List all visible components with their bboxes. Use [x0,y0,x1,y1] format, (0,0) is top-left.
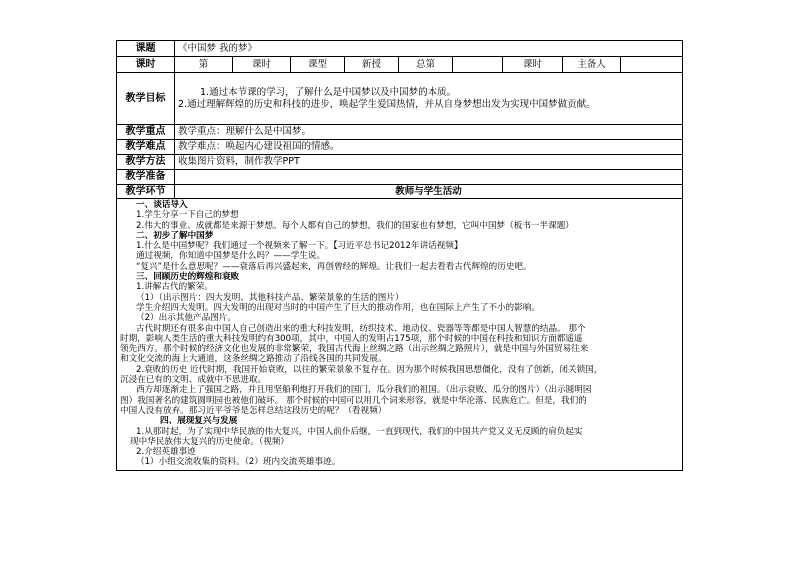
lesson-plan-form [116,40,682,471]
activity-line: 西方却逐渐走上了强国之路，并且用坚船利炮打开我们的国门，瓜分我们的祖国。（出示衰败、瓜分的图片）（出示圆明园 [136,385,592,396]
activity-line: 学生介绍四大发明。四大发明的出现对当时的中国产生了巨大的推动作用，也在国际上产生了不小的影响。 [136,302,540,313]
row-activities [117,199,683,471]
activity-line: 和文化交流的海上大通道，这条丝绸之路推动了沿线各国的共同发展。 [120,354,387,365]
period-unit: 课时 [233,57,291,73]
topic-label: 课题 [117,41,175,57]
activity-line: 四、展现复兴与发展 [160,416,238,427]
activity-line: 沉浸在已有的文明、成就中不思进取。 [120,375,267,386]
difficulty-label: 教学难点 [117,140,175,155]
row-process [117,185,683,199]
prep-label: 教学准备 [117,170,175,185]
activity-line: “复兴”是什么意思呢？——衰落后再兴盛起来，再创曾经的辉煌。让我们一起去看看古代辉煌的历史吧。 [136,261,532,272]
goals-content [175,73,683,125]
activity-line: 1.学生分享一下自己的梦想 [136,210,239,221]
row-difficulty [117,140,683,155]
activity-line: 2.介绍英雄事迹 [136,447,196,458]
prep-value [175,170,683,185]
activity-line: （2）出示其他产品图片。 [136,313,236,324]
process-heading: 教师与学生活动 [175,185,683,199]
activity-line: 中国人没有放弃。那习近平爷爷是怎样总结这段历史的呢？（看视频） [120,405,387,416]
row-goals [117,73,683,125]
total-number-blank [453,57,503,73]
activity-line: 现中华民族伟大复兴的历史使命。（视频） [130,436,289,447]
type-value: 新授 [345,57,399,73]
type-label: 课型 [291,57,345,73]
activities-content [117,199,683,471]
activity-line: 三、回顾历史的辉煌和衰败 [136,272,240,283]
activity-line: 2.衰败的历史 近代时期，我国开始衰败，以往的繁荣景象不复存在。因为那个时候我国思想僵化，没有了创新，闭关锁国， [136,364,603,375]
goal-line-2: 2.通过理解辉煌的历史和科技的进步，唤起学生爱国热情，并从自身梦想出发为实现中国梦做贡献。 [178,98,596,110]
row-period [117,57,683,73]
activity-line: 1.从那时起，为了实现中华民族的伟大复兴，中国人前仆后继，一直到现代，我们的中国共产党又义无反顾的肩负起实 [136,426,583,437]
topic-value: 《中国梦 我的梦》 [175,41,683,57]
period-di: 第 [175,57,233,73]
activity-line: 领先西方。那个时候的经济文化也发展的非常繁荣，我国古代海上丝绸之路（出示丝绸之路照片），就是中国与外国贸易往来 [120,344,589,355]
activity-line: 1.什么是中国梦呢？我们通过一个视频来了解一下。【习近平总书记2012年讲话视频】 [136,241,463,252]
lesson-plan-table [116,40,683,471]
preparer-value-blank [621,57,683,73]
total-label: 总第 [399,57,453,73]
activity-line: 2.伟大的事业、成就都是来源于梦想。每个人都有自己的梦想，我们的国家也有梦想，它叫中国梦（板书一半课题） [136,220,574,231]
method-label: 教学方法 [117,155,175,170]
period-label: 课时 [117,57,175,73]
activity-line: 通过视频，你知道中国梦是什么吗？——学生说。 [136,251,326,262]
row-prep [117,170,683,185]
row-focus [117,125,683,140]
difficulty-value: 教学难点：唤起内心建设祖国的情感。 [175,140,683,155]
preparer-label: 主备人 [563,57,621,73]
focus-value: 教学重点：理解什么是中国梦。 [175,125,683,140]
total-unit: 课时 [503,57,563,73]
activity-line: （1）（出示图片：四大发明、其他科技产品、繁荣景象的生活的图片） [136,292,404,303]
process-label: 教学环节 [117,185,175,199]
activity-line: 图）我国著名的建筑圆明园也被他们破坏。 那个时候的中国可以用几个词来形容，就是中华沦落、民族危亡。但是，我们的 [120,395,587,406]
row-method [117,155,683,170]
activity-line: 古代时期还有很多由中国人自己创造出来的重大科技发明，纺织技术、地动仪、瓷器等等都是中国人智慧的结晶。 那个 [136,323,586,334]
goal-line-1: 1.通过本节课的学习，了解什么是中国梦以及中国梦的本质。 [200,87,457,98]
activity-line: 二、初步了解中国梦 [136,230,214,241]
activity-line: 1.讲解古代的繁荣。 [136,282,213,293]
activity-line: （1）小组交流收集的资料。（2）班内交流英雄事迹。 [136,457,341,468]
activity-line: 一、谈话导入 [136,200,188,210]
row-topic [117,41,683,57]
activity-line: 时期，影响人类生活的重大科技发明约有300项，其中，中国人的发明占175项，那个时候的中国在科技和知识方面都遥遥 [120,333,583,344]
focus-label: 教学重点 [117,125,175,140]
goals-label: 教学目标 [117,73,175,125]
method-value: 收集图片资料，制作教学PPT [175,155,683,170]
